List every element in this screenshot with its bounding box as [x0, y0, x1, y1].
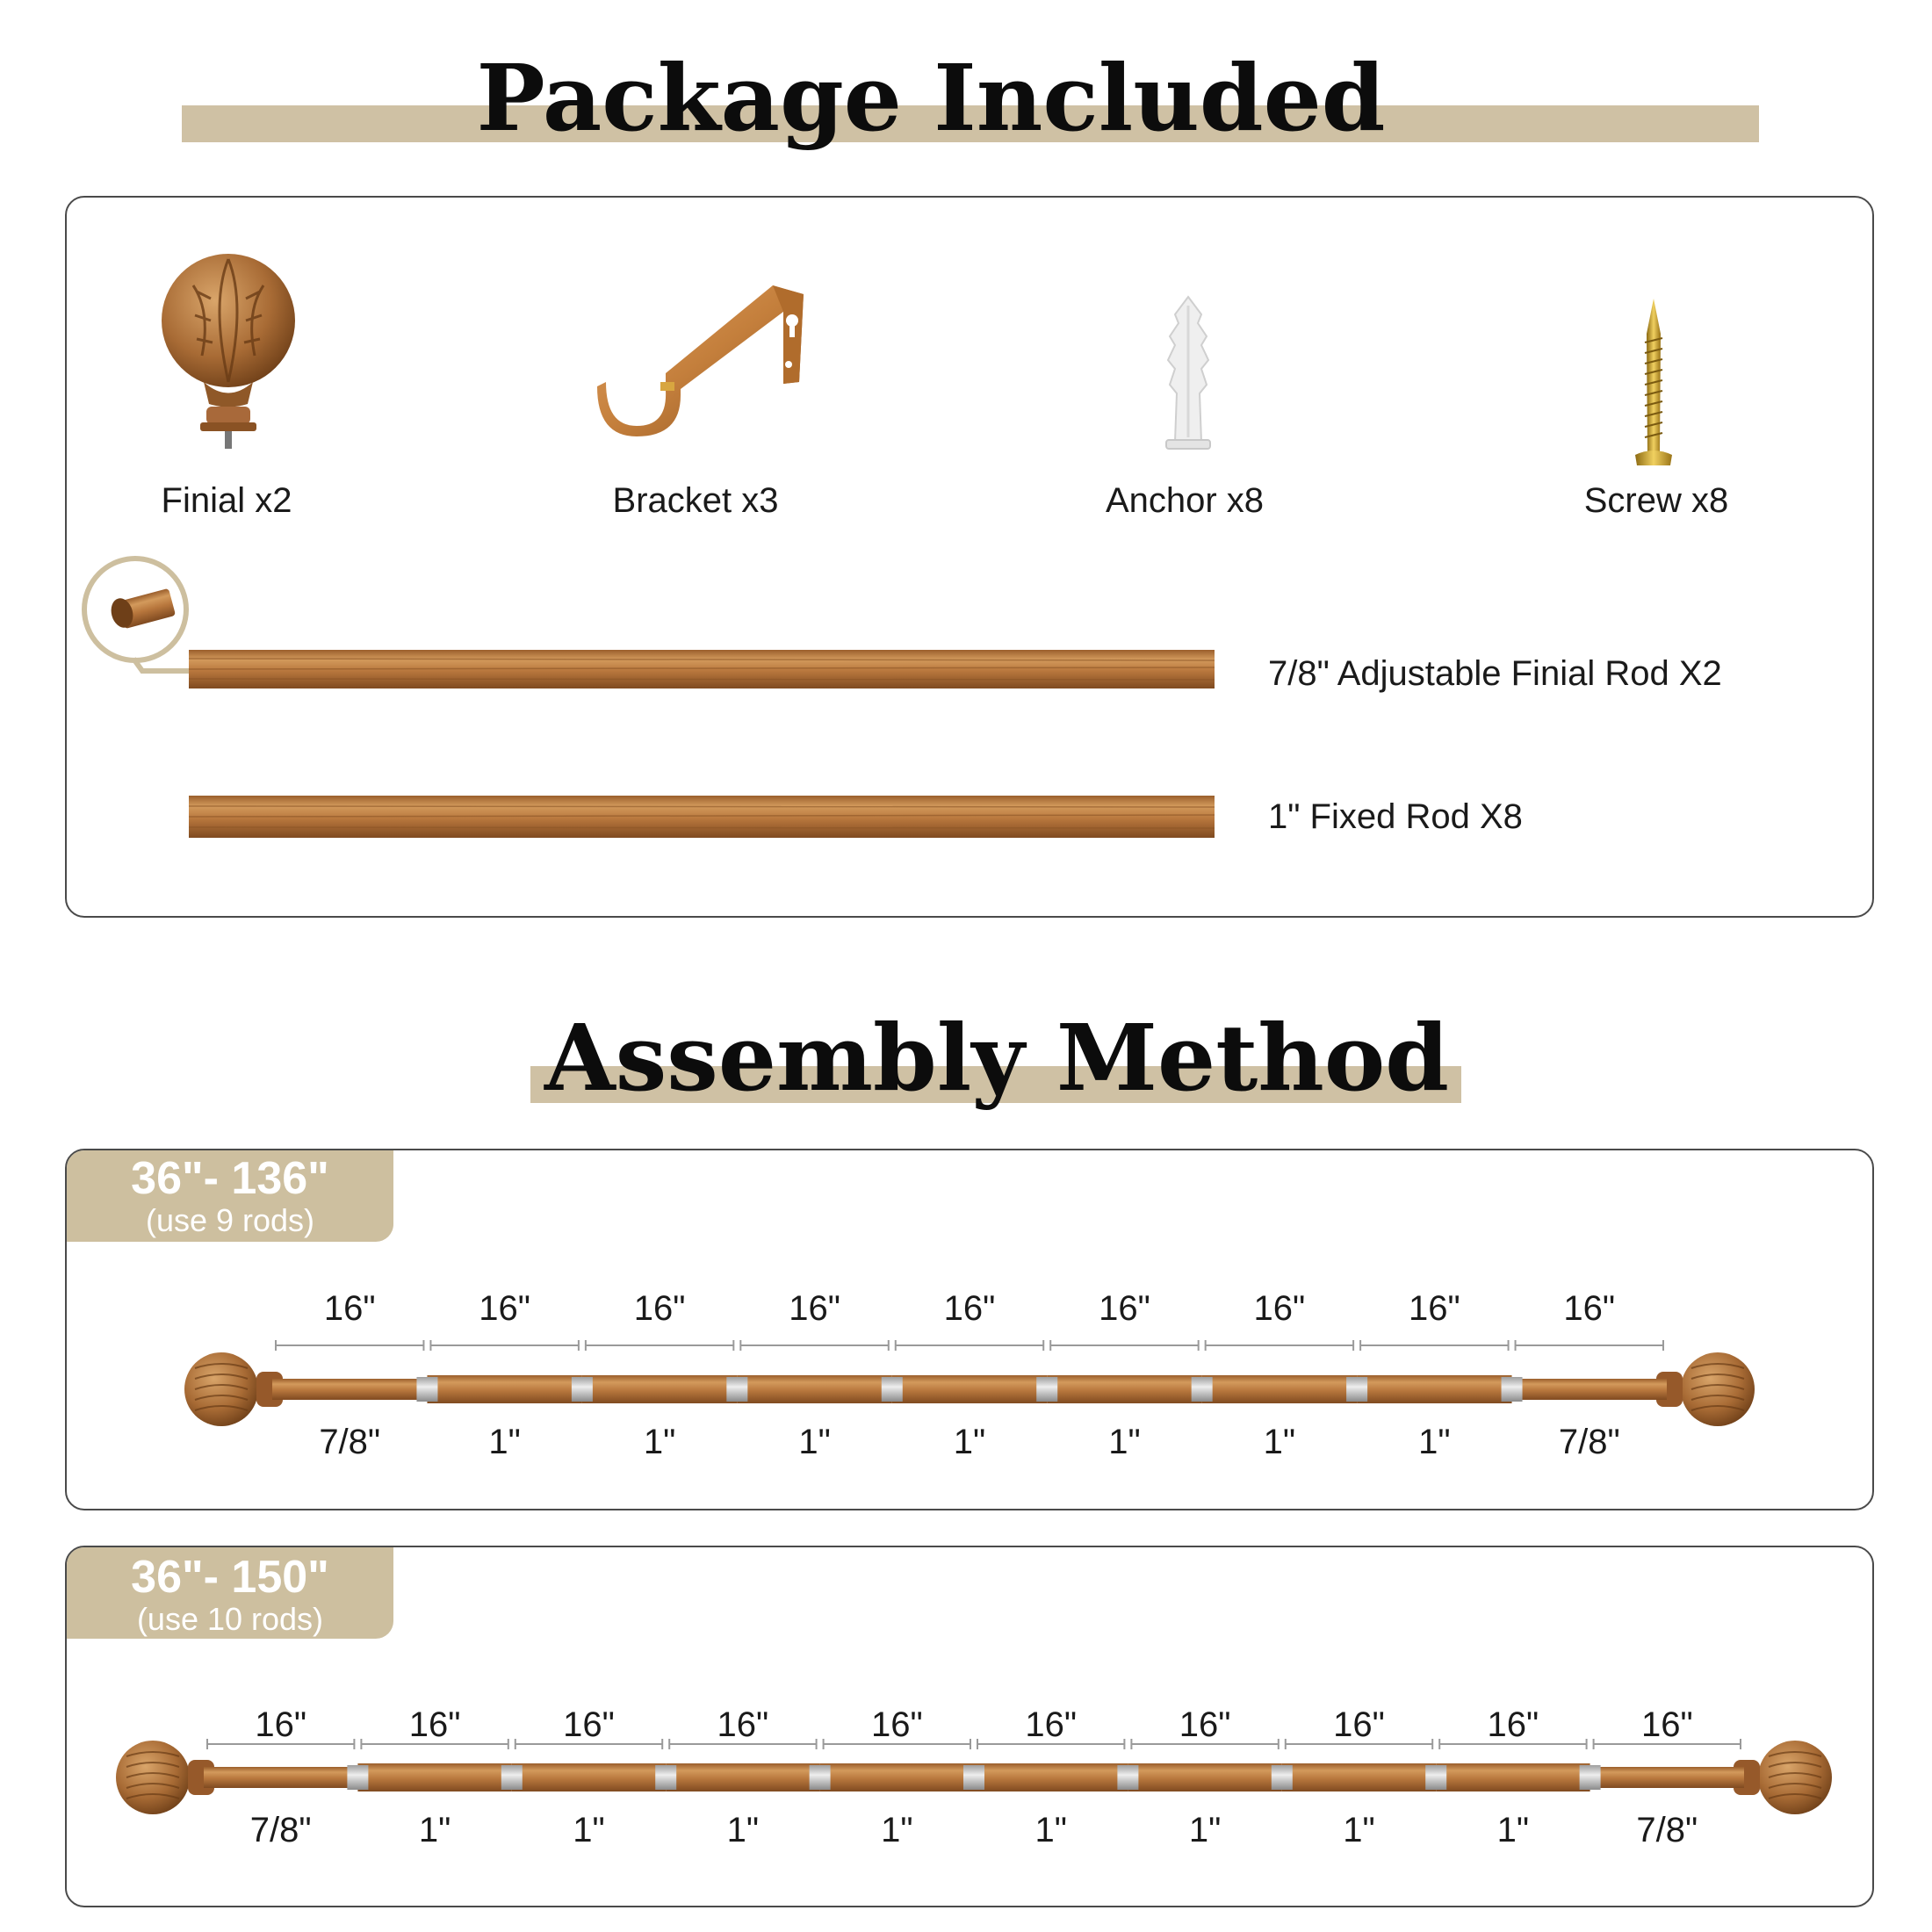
rod-segment — [1590, 1767, 1744, 1788]
segment-diameter-label: 7/8" — [1558, 1423, 1620, 1461]
segment-diameter-label: 1" — [1418, 1423, 1451, 1461]
segment-length-label: 16" — [1099, 1289, 1150, 1328]
segment-length-label: 16" — [408, 1705, 461, 1744]
rod-segment — [820, 1763, 974, 1791]
segment-diameter-label: 1" — [1343, 1811, 1375, 1849]
segment-diameter-label: 1" — [881, 1811, 913, 1849]
segment-length-label: 16" — [323, 1289, 376, 1328]
rod-connector — [1117, 1765, 1138, 1790]
rod-segment — [204, 1767, 357, 1788]
segment-diameter-label: 1" — [1263, 1423, 1296, 1461]
rod-segment — [1282, 1763, 1436, 1791]
finial-label: Finial x2 — [161, 481, 292, 520]
segment-length-label: 16" — [1025, 1705, 1078, 1744]
segment-length-label: 16" — [563, 1705, 615, 1744]
segment-diameter-label: 1" — [953, 1423, 986, 1461]
finial-icon — [1734, 1741, 1832, 1814]
segment-length-label: 16" — [1563, 1289, 1616, 1328]
segment-length-label: 16" — [1408, 1289, 1460, 1328]
rod-connector — [810, 1765, 831, 1790]
segment-diameter-label: 1" — [488, 1423, 521, 1461]
segment-diameter-label: 1" — [1034, 1811, 1067, 1849]
range-title: 36"- 150" — [131, 1552, 329, 1603]
segment-diameter-label: 7/8" — [1636, 1811, 1698, 1849]
rods-note: (use 10 rods) — [136, 1601, 324, 1637]
assembly-title: Assembly Method — [544, 1004, 1449, 1112]
range-title: 36"- 136" — [131, 1153, 329, 1204]
segment-diameter-label: 1" — [798, 1423, 831, 1461]
segment-length-label: 16" — [870, 1705, 923, 1744]
rod-connector — [655, 1765, 676, 1790]
rod-connector — [1272, 1765, 1293, 1790]
bracket-label: Bracket x3 — [612, 481, 779, 520]
segment-length-label: 16" — [1640, 1705, 1693, 1744]
rod-connector — [963, 1765, 984, 1790]
segment-length-label: 16" — [943, 1289, 996, 1328]
segment-length-label: 16" — [1253, 1289, 1306, 1328]
segment-diameter-label: 1" — [643, 1423, 676, 1461]
package-title: Package Included — [476, 44, 1386, 152]
segment-diameter-label: 1" — [1188, 1811, 1222, 1849]
segment-length-label: 16" — [255, 1705, 307, 1744]
rod-connector — [347, 1765, 368, 1790]
segment-length-label: 16" — [1487, 1705, 1539, 1744]
segment-diameter-label: 7/8" — [249, 1811, 312, 1849]
segment-length-label: 16" — [789, 1289, 840, 1328]
segment-diameter-label: 1" — [726, 1811, 760, 1849]
rod-segment — [1128, 1763, 1281, 1791]
segment-length-label: 16" — [717, 1705, 769, 1744]
rod-segment — [357, 1763, 511, 1791]
segment-diameter-label: 1" — [573, 1811, 605, 1849]
finial-rod-label: 7/8" Adjustable Finial Rod X2 — [1268, 654, 1722, 693]
fixed-rod-label: 1" Fixed Rod X8 — [1268, 797, 1523, 836]
segment-length-label: 16" — [1333, 1705, 1385, 1744]
rod-segment — [666, 1763, 819, 1791]
rod-segment — [1436, 1763, 1590, 1791]
screw-label: Screw x8 — [1583, 481, 1729, 520]
rod-connector — [1580, 1765, 1601, 1790]
anchor-label: Anchor x8 — [1105, 481, 1265, 520]
rod-segment — [974, 1763, 1128, 1791]
rods-note: (use 9 rods) — [145, 1202, 315, 1238]
segment-length-label: 16" — [479, 1289, 531, 1328]
rod-connector — [1425, 1765, 1446, 1790]
segment-diameter-label: 1" — [1108, 1423, 1141, 1461]
segment-diameter-label: 1" — [1496, 1811, 1530, 1849]
rod-segment — [512, 1763, 666, 1791]
segment-length-label: 16" — [1179, 1705, 1231, 1744]
segment-diameter-label: 7/8" — [319, 1423, 381, 1461]
rod-connector — [501, 1765, 523, 1790]
finial-icon — [116, 1741, 214, 1814]
segment-length-label: 16" — [633, 1289, 686, 1328]
segment-diameter-label: 1" — [418, 1811, 451, 1849]
